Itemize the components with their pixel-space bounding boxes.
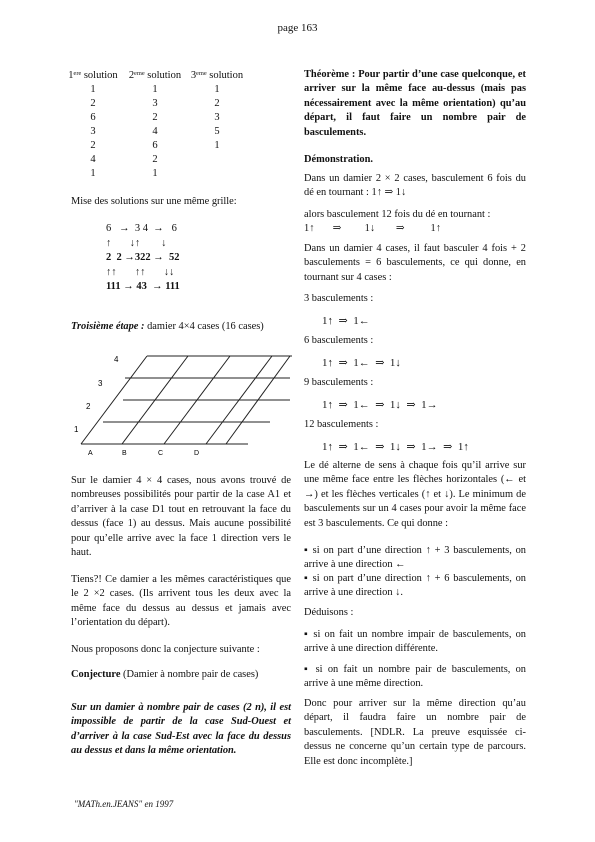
board-diagram (70, 350, 292, 460)
grid-line: 6 → 3 4 → 6 (106, 223, 177, 234)
table-cell: 4 (90, 153, 96, 165)
grid-line: 111 → 43 → 111 (106, 281, 180, 292)
table-cell (186, 152, 248, 166)
step3-heading (71, 320, 291, 334)
table-cell: 1 (214, 139, 220, 151)
col-label-b: B (122, 450, 127, 457)
sequence-9: 1↑ ⇒ 1← ⇒ 1↓ ⇒ 1→ (322, 399, 438, 411)
bullet-1: ▪ si on part d’une direction ↑ + 3 basculements, on arrive à une direction ← (304, 545, 526, 571)
step3-text: damier 4×4 cases (16 cases) (144, 321, 264, 332)
col-label-d: D (194, 450, 200, 457)
table-cell: 3 (214, 111, 220, 123)
demo-p4: Le dé alterne de sens à chaque fois qu’il arrive sur une même face entre les flèches horizontales (← et →) et les flèches verticales (↑ et ↓). Le minimum de basculements sur un 4 cases pour avoir la même face est 3 basculements. Ce qui donne : (304, 460, 526, 529)
demo-p3: Dans un damier 4 cases, il faut basculer 4 fois + 2 basculements = 6 basculements, ce qui donne, en tournant sur 4 cases : (304, 243, 526, 283)
conjecture-text: Sur un damier à nombre pair de cases (2 n), il est impossible de partir de la case Sud-Ouest et d’arriver à la case Sud-Est avec la face du dessus au dessus et dans la même orientation. (71, 702, 291, 757)
table-row (62, 166, 248, 180)
table-row (62, 110, 248, 124)
table-cell: 4 (152, 125, 158, 137)
demo-p2: alors basculement 12 fois du dé en tournant : (304, 209, 491, 220)
label-12-basculements: 12 basculements : (304, 419, 379, 430)
header-solution-2: 2ᵉᵐᵉ solution (128, 69, 182, 81)
table-row (62, 152, 248, 166)
label-6-basculements: 6 basculements : (304, 335, 374, 346)
para-characteristics: Tiens?! Ce damier a les mêmes caractéristiques que le 2 ×2 cases. (Ils arrivent tous les deux avec la même face du dessus au dessus et jamais avec l’orientation du départ). (71, 574, 291, 629)
header-solution-3: 3ᵉᵐᵉ solution (190, 69, 244, 81)
table-cell: 2 (214, 97, 220, 109)
label-3-basculements: 3 basculements : (304, 293, 374, 304)
demo-p2-arrows: 1↑ ⇒ 1↓ ⇒ 1↑ (304, 223, 441, 234)
table-cell: 1 (90, 167, 96, 179)
col-label-a: A (88, 450, 93, 457)
label-9-basculements: 9 basculements : (304, 377, 374, 388)
bullet-4: ▪ si on fait un nombre pair de basculements, on arrive à une même direction. (304, 664, 526, 690)
conjecture-title: Conjecture (71, 669, 121, 680)
deduisons-label: Déduisons : (304, 607, 354, 618)
footer-credit: "MATh.en.JEANS" en 1997 (74, 799, 174, 809)
row-label-2: 2 (86, 402, 91, 411)
table-cell (186, 166, 248, 180)
table-cell: 2 (152, 111, 158, 123)
step3-title: Troisième étape : (71, 321, 145, 332)
table-cell: 1 (214, 83, 220, 95)
sequence-6: 1↑ ⇒ 1← ⇒ 1↓ (322, 357, 401, 369)
table-cell: 6 (152, 139, 158, 151)
table-cell: 3 (152, 97, 158, 109)
table-cell: 6 (90, 111, 96, 123)
solutions-table (62, 68, 248, 180)
merge-label: Mise des solutions sur une même grille: (71, 196, 237, 207)
table-row (62, 124, 248, 138)
table-cell: 5 (214, 125, 220, 137)
table-cell: 1 (90, 83, 96, 95)
sequence-12: 1↑ ⇒ 1← ⇒ 1↓ ⇒ 1→ ⇒ 1↑ (322, 441, 469, 453)
table-cell: 2 (90, 139, 96, 151)
grid-line: 2 2 →322 → 52 (106, 252, 180, 263)
grid-line: ↑↑ ↑↑ ↓↓ (106, 266, 175, 278)
header-solution-1: 1ᵉʳᵉ solution (68, 69, 118, 81)
table-cell: 1 (152, 83, 158, 95)
table-cell: 2 (90, 97, 96, 109)
table-row (62, 138, 248, 152)
conjecture-subtitle: (Damier à nombre pair de cases) (120, 669, 259, 680)
bullet-2: ▪ si on part d’une direction ↑ + 6 basculements, on arrive à une direction ↓. (304, 573, 526, 599)
para-propose: Nous proposons donc la conjecture suivante : (71, 644, 260, 655)
conjecture-heading (71, 668, 291, 682)
theorem: Théorème : Pour partir d’une case quelconque, et arriver sur la même face au-dessus (mais pas nécessairement avec la même orientation) qu’au départ, il faut faire un nombre pair de basculements. (304, 69, 526, 138)
para-board: Sur le damier 4 × 4 cases, nous avons trouvé de nombreuses possibilités pour partir de la case A1 et d’arriver à la case D1 tout en retrouvant la face du dessus (face 1) au dessus. Mais aucune possibilité pour qu’elle arrive avec la face 1 direction vers le haut. (71, 475, 291, 559)
row-label-1: 1 (74, 425, 79, 434)
demo-conclusion: Donc pour arriver sur la même direction qu’au départ, il faudra faire un nombre pair de basculements. [NDLR. La preuve esquissée ci-dessus ne concerne qu’un certain type de parcours. Elle est donc incomplète.] (304, 698, 526, 767)
col-label-c: C (158, 450, 164, 457)
demo-p1: Dans un damier 2 × 2 cases, basculement 6 fois du dé en tournant : 1↑ ⇒ 1↓ (304, 173, 526, 199)
board-grid (81, 356, 292, 444)
table-cell: 1 (152, 167, 158, 179)
table-row (62, 96, 248, 110)
table-row (62, 82, 248, 96)
table-cell: 2 (152, 153, 158, 165)
table-cell: 3 (90, 125, 96, 137)
page-number: page 163 (277, 22, 318, 34)
row-label-3: 3 (98, 379, 103, 388)
sequence-3: 1↑ ⇒ 1← (322, 315, 370, 327)
merged-grid (106, 222, 180, 295)
bullet-3: ▪ si on fait un nombre impair de basculements, on arrive à une direction différente. (304, 629, 526, 655)
demo-title: Démonstration. (304, 154, 373, 165)
grid-line: ↑ ↓↑ ↓ (106, 237, 167, 249)
row-label-4: 4 (114, 355, 119, 364)
